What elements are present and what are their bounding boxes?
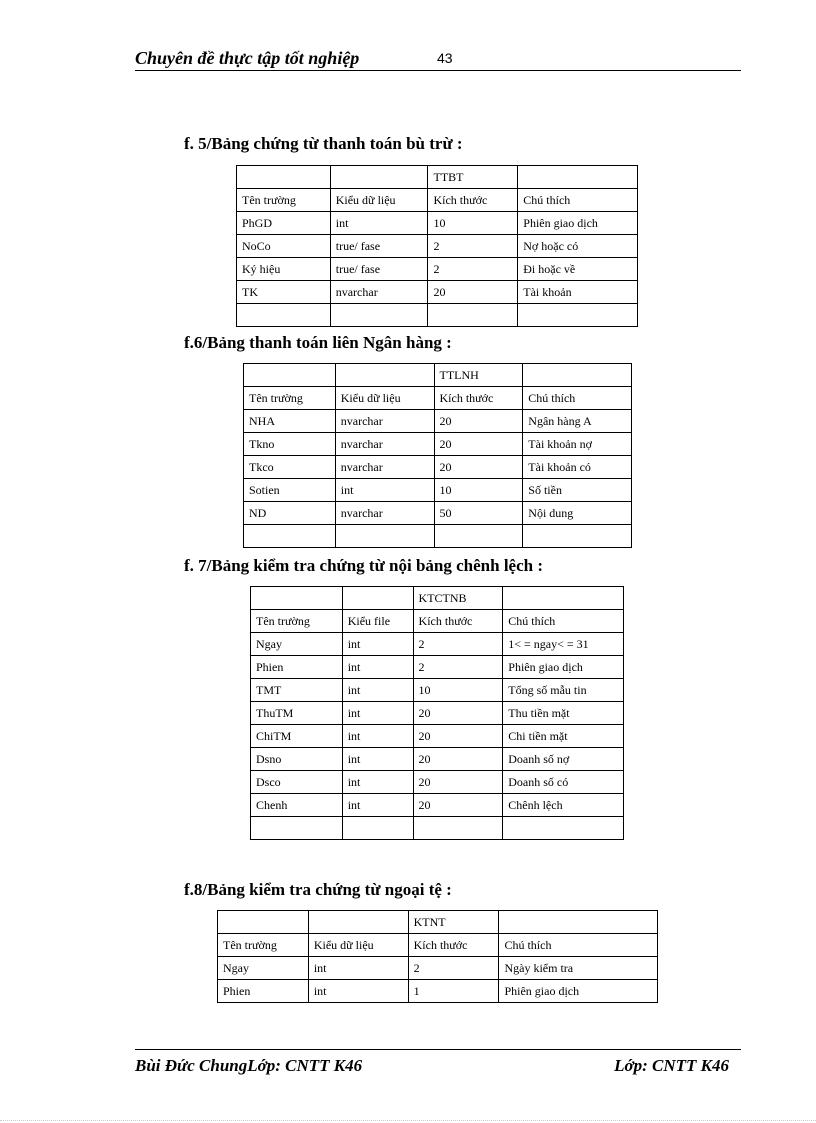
table-cell: Tài khoản nợ	[523, 433, 632, 456]
table-cell: 2	[428, 235, 518, 258]
table-header-row	[218, 911, 658, 934]
table-cell: 20	[428, 281, 518, 304]
table-cell: Số tiền	[523, 479, 632, 502]
table-cell: Nội dung	[523, 502, 632, 525]
table-cell	[218, 911, 309, 934]
table-row	[237, 212, 638, 235]
table-row	[244, 502, 632, 525]
table-cell: int	[342, 748, 413, 771]
table-cell: nvarchar	[335, 433, 434, 456]
table-cell: Kích thước	[428, 189, 518, 212]
table-cell: int	[342, 656, 413, 679]
table-cell: Sotien	[244, 479, 336, 502]
table-row	[244, 387, 632, 410]
table-cell	[342, 817, 413, 840]
table-cell: Dsno	[251, 748, 343, 771]
table-cell: int	[308, 957, 408, 980]
table-cell: 10	[428, 212, 518, 235]
footer-class: Lớp: CNTT K46	[614, 1056, 729, 1075]
table-header-row	[251, 587, 624, 610]
table-cell	[518, 304, 638, 327]
table-row	[244, 456, 632, 479]
table-cell: Chú thích	[503, 610, 624, 633]
table-cell	[237, 166, 331, 189]
table-cell: Đi hoặc về	[518, 258, 638, 281]
table-cell	[503, 587, 624, 610]
table-cell: PhGD	[237, 212, 331, 235]
table-row	[218, 957, 658, 980]
table-cell: nvarchar	[330, 281, 428, 304]
table-row	[251, 610, 624, 633]
footer-author: Bùi Đức ChungLớp: CNTT K46	[135, 1056, 363, 1075]
table-cell: Dsco	[251, 771, 343, 794]
table-cell: 20	[434, 456, 523, 479]
table-row	[218, 934, 658, 957]
table-cell: Phien	[218, 980, 309, 1003]
table-cell: Ngân hàng A	[523, 410, 632, 433]
table-cell	[499, 911, 658, 934]
table-cell: Ngày kiểm tra	[499, 957, 658, 980]
table-cell	[237, 304, 331, 327]
table-cell: int	[342, 633, 413, 656]
table-cell	[503, 817, 624, 840]
table-cell: Tên trường	[218, 934, 309, 957]
table-cell	[244, 364, 336, 387]
table-header-row	[244, 364, 632, 387]
table-cell: 10	[413, 679, 503, 702]
table-cell: NoCo	[237, 235, 331, 258]
table-cell: int	[342, 702, 413, 725]
table-row	[251, 817, 624, 840]
section-title-ktnt: f.8/Bảng kiểm tra chứng từ ngoại tệ :	[184, 880, 452, 899]
table-cell: Kích thước	[408, 934, 499, 957]
table-cell: Tên trường	[237, 189, 331, 212]
table-cell: Tên trường	[244, 387, 336, 410]
table-cell: Thu tiền mặt	[503, 702, 624, 725]
table-cell: Phiên giao dịch	[518, 212, 638, 235]
table-cell: Doanh số nợ	[503, 748, 624, 771]
table-cell: Chi tiền mặt	[503, 725, 624, 748]
table-cell: Phiên giao dịch	[499, 980, 658, 1003]
table-cell: int	[308, 980, 408, 1003]
table-cell: Ký hiệu	[237, 258, 331, 281]
table-ktctnb	[250, 586, 624, 840]
table-cell: TK	[237, 281, 331, 304]
table-cell	[308, 911, 408, 934]
header-title: Chuyên đề thực tập tốt nghiệp	[135, 48, 360, 68]
table-cell: Kích thước	[434, 387, 523, 410]
table-row	[244, 525, 632, 548]
table-cell: Tài khoản	[518, 281, 638, 304]
section-title-ttlnh: f.6/Bảng thanh toán liên Ngân hàng :	[184, 333, 452, 352]
table-cell: 20	[413, 725, 503, 748]
table-cell	[330, 166, 428, 189]
table-row	[251, 725, 624, 748]
table-cell: int	[342, 794, 413, 817]
table-cell: Phiên giao dịch	[503, 656, 624, 679]
table-cell	[523, 364, 632, 387]
table-cell: Chú thích	[518, 189, 638, 212]
table-cell: 2	[413, 656, 503, 679]
table-row	[218, 980, 658, 1003]
table-cell: int	[335, 479, 434, 502]
table-ttlnh	[243, 363, 632, 548]
table-cell	[518, 166, 638, 189]
table-cell: ND	[244, 502, 336, 525]
table-cell: Ngay	[218, 957, 309, 980]
table-cell: Doanh số có	[503, 771, 624, 794]
table-cell: ChiTM	[251, 725, 343, 748]
table-cell	[335, 525, 434, 548]
table-cell	[434, 525, 523, 548]
table-row	[244, 410, 632, 433]
table-cell: Chú thích	[523, 387, 632, 410]
table-cell: Chú thích	[499, 934, 658, 957]
table-row	[251, 679, 624, 702]
table-cell	[342, 587, 413, 610]
table-cell: nvarchar	[335, 410, 434, 433]
table-cell: int	[342, 725, 413, 748]
page-number: 43	[437, 50, 453, 66]
table-cell: 10	[434, 479, 523, 502]
table-ttbt	[236, 165, 638, 327]
table-cell: 2	[413, 633, 503, 656]
table-ktnt	[217, 910, 658, 1003]
table-cell	[428, 304, 518, 327]
table-cell: 20	[413, 794, 503, 817]
table-cell: Kích thước	[413, 610, 503, 633]
table-cell	[251, 587, 343, 610]
table-cell: Phien	[251, 656, 343, 679]
table-cell: Tên trường	[251, 610, 343, 633]
table-cell: 1	[408, 980, 499, 1003]
table-cell: Tkno	[244, 433, 336, 456]
table-cell: 20	[434, 433, 523, 456]
table-row	[251, 794, 624, 817]
table-cell: nvarchar	[335, 502, 434, 525]
table-cell: TMT	[251, 679, 343, 702]
table-cell: Kiểu dữ liệu	[308, 934, 408, 957]
table-cell: Tổng số mẫu tin	[503, 679, 624, 702]
table-cell: Ngay	[251, 633, 343, 656]
table-cell	[413, 817, 503, 840]
table-cell: true/ fase	[330, 258, 428, 281]
table-cell	[335, 364, 434, 387]
page-bottom-divider	[0, 1120, 816, 1121]
table-row	[237, 304, 638, 327]
table-cell: 20	[434, 410, 523, 433]
table-cell: NHA	[244, 410, 336, 433]
table-cell: 2	[408, 957, 499, 980]
page-header	[135, 46, 741, 71]
section-title-ttbt: f. 5/Bảng chứng từ thanh toán bù trừ :	[184, 134, 463, 153]
table-cell: Kiểu file	[342, 610, 413, 633]
table-cell	[330, 304, 428, 327]
table-row	[251, 748, 624, 771]
table-cell: Chenh	[251, 794, 343, 817]
table-cell: 20	[413, 771, 503, 794]
table-name-cell: KTNT	[408, 911, 499, 934]
table-cell: Kiểu dữ liệu	[335, 387, 434, 410]
table-cell	[244, 525, 336, 548]
table-cell: Kiểu dữ liệu	[330, 189, 428, 212]
table-row	[237, 281, 638, 304]
table-row	[251, 771, 624, 794]
table-cell: int	[330, 212, 428, 235]
table-row	[237, 258, 638, 281]
page-footer	[135, 1049, 741, 1080]
table-cell: true/ fase	[330, 235, 428, 258]
table-cell: ThuTM	[251, 702, 343, 725]
table-cell: 20	[413, 748, 503, 771]
table-header-row	[237, 166, 638, 189]
table-name-cell: TTBT	[428, 166, 518, 189]
table-cell: Chênh lệch	[503, 794, 624, 817]
table-name-cell: TTLNH	[434, 364, 523, 387]
table-row	[251, 656, 624, 679]
table-cell: 20	[413, 702, 503, 725]
table-cell: nvarchar	[335, 456, 434, 479]
table-cell	[523, 525, 632, 548]
table-cell: int	[342, 771, 413, 794]
table-cell: 2	[428, 258, 518, 281]
table-row	[244, 433, 632, 456]
table-row	[251, 702, 624, 725]
table-cell	[251, 817, 343, 840]
table-cell: Tkco	[244, 456, 336, 479]
table-cell: Tài khoản có	[523, 456, 632, 479]
section-title-ktctnb: f. 7/Bảng kiểm tra chứng từ nội bảng chênh lệch :	[184, 556, 544, 575]
table-cell: int	[342, 679, 413, 702]
table-name-cell: KTCTNB	[413, 587, 503, 610]
table-cell: 1< = ngay< = 31	[503, 633, 624, 656]
table-row	[237, 189, 638, 212]
table-row	[244, 479, 632, 502]
table-cell: 50	[434, 502, 523, 525]
table-row	[237, 235, 638, 258]
table-row	[251, 633, 624, 656]
table-cell: Nợ hoặc có	[518, 235, 638, 258]
